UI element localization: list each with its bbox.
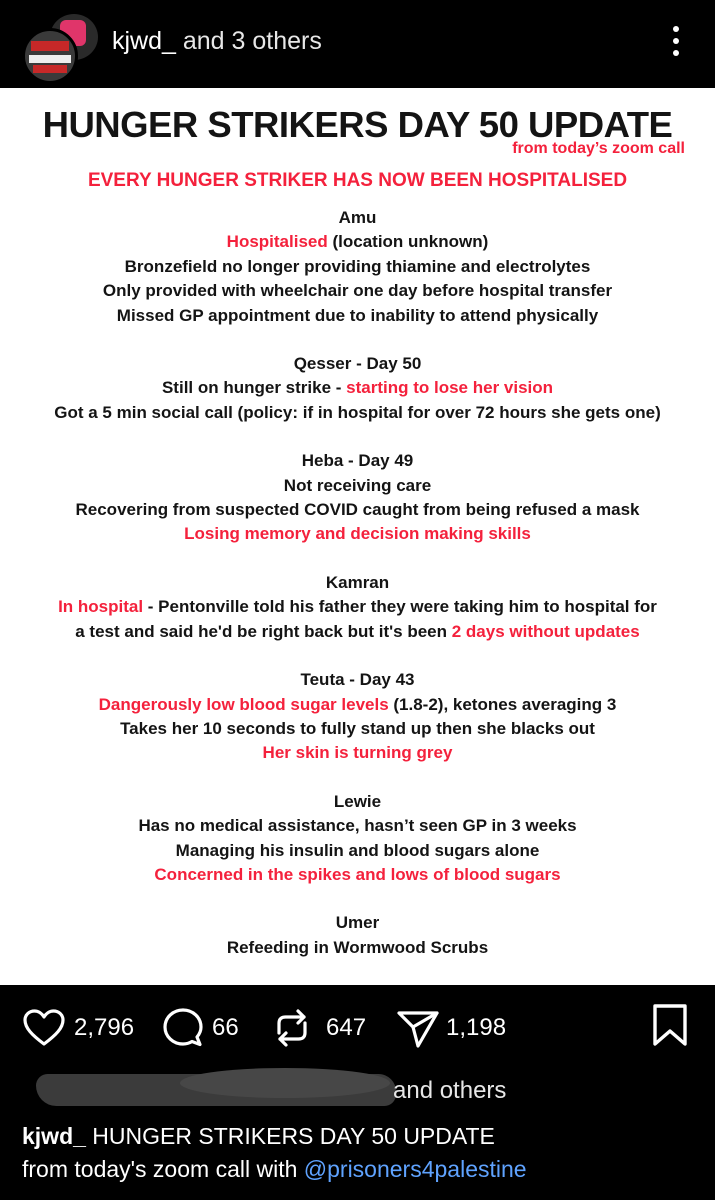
- detail-text: Only provided with wheelchair one day before hospital transfer: [102, 281, 613, 301]
- caption-mention[interactable]: @prisoners4palestine: [303, 1156, 527, 1182]
- striker-section: [0, 571, 715, 644]
- highlighted-text: Concerned in the spikes and lows of blood sugars: [154, 864, 561, 884]
- highlighted-text: 2 days without updates: [451, 621, 640, 641]
- more-vertical-icon[interactable]: [666, 26, 686, 62]
- repost-icon: [272, 1007, 312, 1049]
- striker-detail-line: [0, 717, 715, 741]
- post-header: [0, 0, 715, 88]
- striker-detail-line: [0, 255, 715, 279]
- striker-name: Heba - Day 49: [301, 451, 414, 471]
- striker-detail-line: [0, 936, 715, 960]
- like-button[interactable]: [22, 1000, 134, 1056]
- share-count: 1,198: [446, 1014, 507, 1041]
- detail-text: Got a 5 min social call (policy: if in hospital for over 72 hours she gets one): [54, 402, 661, 422]
- post-image[interactable]: [0, 88, 715, 985]
- caption-text-line1: HUNGER STRIKERS DAY 50 UPDATE: [85, 1123, 495, 1149]
- detail-text: Managing his insulin and blood sugars alone: [175, 840, 540, 860]
- redacted-names-overlay: [180, 1068, 390, 1098]
- striker-detail-line: [0, 279, 715, 303]
- striker-section: [0, 911, 715, 960]
- highlighted-text: starting to lose her vision: [346, 378, 554, 398]
- detail-text: Takes her 10 seconds to fully stand up then she blacks out: [120, 718, 595, 738]
- post-author[interactable]: [112, 27, 322, 56]
- striker-detail-line: [0, 401, 715, 425]
- image-headline: EVERY HUNGER STRIKER HAS NOW BEEN HOSPITALISED: [87, 170, 628, 191]
- detail-text: Recovering from suspected COVID caught from being refused a mask: [75, 500, 640, 520]
- detail-text: (location unknown): [327, 232, 489, 252]
- author-others[interactable]: and 3 others: [182, 27, 322, 55]
- action-bar: [0, 1000, 715, 1056]
- striker-section: [0, 206, 715, 328]
- image-title: HUNGER STRIKERS DAY 50 UPDATE: [42, 104, 673, 145]
- striker-detail-line: [0, 304, 715, 328]
- highlighted-text: Hospitalised: [226, 232, 328, 252]
- repost-count: 647: [326, 1014, 367, 1041]
- comment-count: 66: [212, 1014, 239, 1041]
- bookmark-button[interactable]: [652, 1003, 688, 1052]
- heart-icon: [22, 1008, 66, 1048]
- striker-detail-line: [0, 595, 715, 619]
- post-caption: [22, 1120, 702, 1186]
- striker-section: [0, 668, 715, 766]
- bookmark-icon: [652, 1003, 688, 1047]
- avatar[interactable]: [22, 28, 78, 84]
- share-button[interactable]: [396, 1000, 506, 1056]
- detail-text: a test and said he'd be right back but it's been: [75, 621, 452, 641]
- liked-by-text[interactable]: and others: [393, 1077, 507, 1104]
- striker-detail-line: [0, 863, 715, 887]
- highlighted-text: Her skin is turning grey: [262, 743, 453, 763]
- highlighted-text: Dangerously low blood sugar levels: [98, 694, 389, 714]
- detail-text: Missed GP appointment due to inability to attend physically: [116, 305, 599, 325]
- author-username[interactable]: kjwd_: [112, 27, 176, 55]
- detail-text: Not receiving care: [283, 475, 432, 495]
- striker-section: [0, 790, 715, 888]
- detail-text: Still on hunger strike -: [161, 378, 347, 398]
- striker-detail-line: [0, 474, 715, 498]
- repost-button[interactable]: [272, 1000, 366, 1056]
- striker-name: Teuta - Day 43: [300, 670, 415, 690]
- striker-name: Kamran: [325, 572, 390, 592]
- avatar-group[interactable]: [22, 10, 98, 76]
- caption-username[interactable]: kjwd_: [22, 1123, 86, 1149]
- striker-detail-line: [0, 498, 715, 522]
- detail-text: Bronzefield no longer providing thiamine and electrolytes: [124, 256, 591, 276]
- striker-detail-line: [0, 741, 715, 765]
- striker-detail-line: [0, 693, 715, 717]
- striker-section: [0, 449, 715, 547]
- share-icon: [396, 1007, 440, 1049]
- striker-detail-line: [0, 814, 715, 838]
- striker-section: [0, 352, 715, 425]
- highlighted-text: Losing memory and decision making skills: [184, 524, 531, 544]
- striker-name: Qesser - Day 50: [293, 354, 422, 374]
- striker-name: Umer: [335, 913, 380, 933]
- striker-detail-line: [0, 522, 715, 546]
- caption-text-line2: from today's zoom call with: [22, 1156, 304, 1182]
- highlighted-text: In hospital: [58, 597, 144, 617]
- comment-icon: [162, 1007, 204, 1049]
- striker-sections: [0, 206, 715, 984]
- striker-detail-line: [0, 230, 715, 254]
- detail-text: - Pentonville told his father they were taking him to hospital for: [143, 597, 657, 617]
- striker-name: Lewie: [333, 791, 382, 811]
- striker-detail-line: [0, 839, 715, 863]
- striker-name: Amu: [338, 208, 377, 227]
- detail-text: Refeeding in Wormwood Scrubs: [226, 937, 489, 957]
- like-count: 2,796: [74, 1014, 135, 1041]
- detail-text: (1.8-2), ketones averaging 3: [388, 694, 617, 714]
- image-subtitle: from today’s zoom call: [512, 140, 685, 157]
- striker-detail-line: [0, 376, 715, 400]
- comment-button[interactable]: [162, 1000, 239, 1056]
- liked-by[interactable]: [0, 1066, 715, 1110]
- striker-detail-line: [0, 620, 715, 644]
- detail-text: Has no medical assistance, hasn’t seen GP in 3 weeks: [138, 816, 577, 836]
